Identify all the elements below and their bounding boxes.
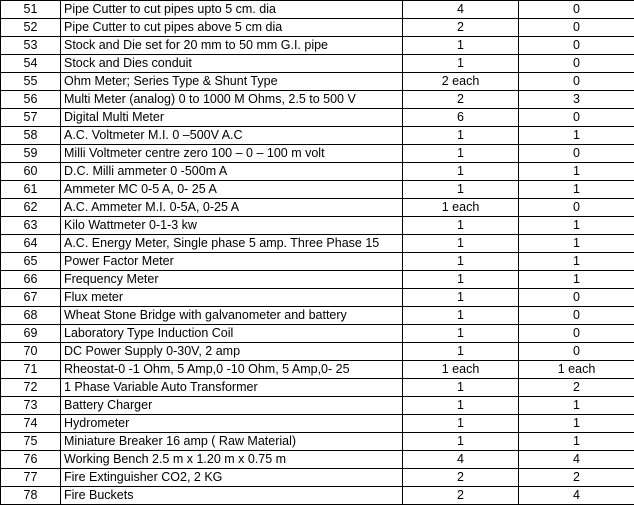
row-number-cell: 58 — [1, 127, 61, 145]
table-row — [1, 397, 634, 415]
table-row — [1, 55, 634, 73]
item-description-cell: Pipe Cutter to cut pipes above 5 cm dia — [61, 19, 403, 37]
table-row — [1, 37, 634, 55]
table-row — [1, 145, 634, 163]
quantity-available-cell: 3 — [519, 91, 634, 109]
table-row — [1, 307, 634, 325]
quantity-available-cell: 1 — [519, 253, 634, 271]
quantity-required-cell: 1 — [403, 325, 519, 343]
quantity-required-cell: 1 — [403, 217, 519, 235]
row-number-cell: 75 — [1, 433, 61, 451]
table-row — [1, 451, 634, 469]
item-description-cell: DC Power Supply 0-30V, 2 amp — [61, 343, 403, 361]
quantity-available-cell: 0 — [519, 307, 634, 325]
item-description-cell: A.C. Energy Meter, Single phase 5 amp. Three Phase 15 — [61, 235, 403, 253]
quantity-required-cell: 6 — [403, 109, 519, 127]
table-row — [1, 289, 634, 307]
quantity-available-cell: 0 — [519, 19, 634, 37]
row-number-cell: 78 — [1, 487, 61, 505]
item-description-cell: Battery Charger — [61, 397, 403, 415]
row-number-cell: 51 — [1, 1, 61, 19]
row-number-cell: 74 — [1, 415, 61, 433]
row-number-cell: 52 — [1, 19, 61, 37]
quantity-available-cell: 1 — [519, 235, 634, 253]
row-number-cell: 67 — [1, 289, 61, 307]
row-number-cell: 57 — [1, 109, 61, 127]
quantity-required-cell: 4 — [403, 1, 519, 19]
quantity-required-cell: 1 — [403, 145, 519, 163]
item-description-cell: Digital Multi Meter — [61, 109, 403, 127]
table-row — [1, 361, 634, 379]
quantity-available-cell: 1 — [519, 271, 634, 289]
row-number-cell: 66 — [1, 271, 61, 289]
item-description-cell: A.C. Ammeter M.I. 0-5A, 0-25 A — [61, 199, 403, 217]
quantity-available-cell: 0 — [519, 325, 634, 343]
item-description-cell: Flux meter — [61, 289, 403, 307]
quantity-available-cell: 2 — [519, 469, 634, 487]
row-number-cell: 72 — [1, 379, 61, 397]
quantity-available-cell: 1 — [519, 217, 634, 235]
item-description-cell: Stock and Die set for 20 mm to 50 mm G.I. pipe — [61, 37, 403, 55]
quantity-required-cell: 1 — [403, 397, 519, 415]
item-description-cell: Miniature Breaker 16 amp ( Raw Material) — [61, 433, 403, 451]
quantity-available-cell: 1 — [519, 397, 634, 415]
row-number-cell: 53 — [1, 37, 61, 55]
item-description-cell: Fire Buckets — [61, 487, 403, 505]
item-description-cell: Frequency Meter — [61, 271, 403, 289]
table-row — [1, 343, 634, 361]
quantity-required-cell: 1 — [403, 163, 519, 181]
table-row — [1, 433, 634, 451]
quantity-available-cell: 0 — [519, 37, 634, 55]
row-number-cell: 76 — [1, 451, 61, 469]
quantity-available-cell: 0 — [519, 109, 634, 127]
quantity-required-cell: 4 — [403, 451, 519, 469]
row-number-cell: 77 — [1, 469, 61, 487]
table-row — [1, 1, 634, 19]
table-row — [1, 325, 634, 343]
quantity-available-cell: 4 — [519, 451, 634, 469]
row-number-cell: 54 — [1, 55, 61, 73]
quantity-required-cell: 1 — [403, 433, 519, 451]
table-row — [1, 469, 634, 487]
item-description-cell: Rheostat-0 -1 Ohm, 5 Amp,0 -10 Ohm, 5 Amp,0- 25 — [61, 361, 403, 379]
quantity-required-cell: 1 — [403, 271, 519, 289]
table-row — [1, 235, 634, 253]
row-number-cell: 65 — [1, 253, 61, 271]
item-description-cell: Milli Voltmeter centre zero 100 – 0 – 100 m volt — [61, 145, 403, 163]
row-number-cell: 71 — [1, 361, 61, 379]
quantity-required-cell: 1 — [403, 253, 519, 271]
quantity-required-cell: 2 — [403, 19, 519, 37]
table-row — [1, 379, 634, 397]
quantity-available-cell: 1 — [519, 433, 634, 451]
quantity-available-cell: 1 — [519, 163, 634, 181]
item-description-cell: Stock and Dies conduit — [61, 55, 403, 73]
table-row — [1, 109, 634, 127]
quantity-required-cell: 1 — [403, 235, 519, 253]
item-description-cell: Wheat Stone Bridge with galvanometer and battery — [61, 307, 403, 325]
row-number-cell: 60 — [1, 163, 61, 181]
quantity-required-cell: 1 — [403, 181, 519, 199]
row-number-cell: 55 — [1, 73, 61, 91]
quantity-required-cell: 1 — [403, 343, 519, 361]
quantity-available-cell: 0 — [519, 1, 634, 19]
item-description-cell: Multi Meter (analog) 0 to 1000 M Ohms, 2.5 to 500 V — [61, 91, 403, 109]
row-number-cell: 61 — [1, 181, 61, 199]
item-description-cell: Power Factor Meter — [61, 253, 403, 271]
table-row — [1, 415, 634, 433]
row-number-cell: 62 — [1, 199, 61, 217]
quantity-required-cell: 1 — [403, 415, 519, 433]
item-description-cell: Ohm Meter; Series Type & Shunt Type — [61, 73, 403, 91]
table-row — [1, 253, 634, 271]
quantity-available-cell: 1 — [519, 181, 634, 199]
table-row — [1, 127, 634, 145]
row-number-cell: 73 — [1, 397, 61, 415]
item-description-cell: Pipe Cutter to cut pipes upto 5 cm. dia — [61, 1, 403, 19]
row-number-cell: 69 — [1, 325, 61, 343]
quantity-available-cell: 2 — [519, 379, 634, 397]
quantity-required-cell: 1 each — [403, 361, 519, 379]
item-description-cell: Ammeter MC 0-5 A, 0- 25 A — [61, 181, 403, 199]
row-number-cell: 59 — [1, 145, 61, 163]
quantity-required-cell: 1 — [403, 37, 519, 55]
quantity-available-cell: 4 — [519, 487, 634, 505]
table-row — [1, 271, 634, 289]
item-description-cell: Kilo Wattmeter 0-1-3 kw — [61, 217, 403, 235]
table-row — [1, 199, 634, 217]
item-description-cell: Working Bench 2.5 m x 1.20 m x 0.75 m — [61, 451, 403, 469]
row-number-cell: 63 — [1, 217, 61, 235]
table-row — [1, 163, 634, 181]
quantity-required-cell: 2 — [403, 469, 519, 487]
item-description-cell: D.C. Milli ammeter 0 -500m A — [61, 163, 403, 181]
quantity-required-cell: 1 — [403, 289, 519, 307]
quantity-required-cell: 2 — [403, 487, 519, 505]
item-description-cell: A.C. Voltmeter M.I. 0 –500V A.C — [61, 127, 403, 145]
quantity-required-cell: 2 — [403, 91, 519, 109]
quantity-available-cell: 1 — [519, 415, 634, 433]
quantity-required-cell: 1 — [403, 307, 519, 325]
row-number-cell: 70 — [1, 343, 61, 361]
quantity-required-cell: 1 — [403, 379, 519, 397]
quantity-available-cell: 0 — [519, 289, 634, 307]
quantity-available-cell: 0 — [519, 73, 634, 91]
item-description-cell: Fire Extinguisher CO2, 2 KG — [61, 469, 403, 487]
quantity-available-cell: 0 — [519, 343, 634, 361]
quantity-available-cell: 0 — [519, 145, 634, 163]
item-description-cell: Laboratory Type Induction Coil — [61, 325, 403, 343]
quantity-required-cell: 1 — [403, 127, 519, 145]
quantity-available-cell: 0 — [519, 55, 634, 73]
equipment-table-body — [1, 1, 634, 505]
table-row — [1, 217, 634, 235]
table-row — [1, 19, 634, 37]
item-description-cell: 1 Phase Variable Auto Transformer — [61, 379, 403, 397]
row-number-cell: 64 — [1, 235, 61, 253]
quantity-required-cell: 1 — [403, 55, 519, 73]
row-number-cell: 68 — [1, 307, 61, 325]
quantity-required-cell: 2 each — [403, 73, 519, 91]
row-number-cell: 56 — [1, 91, 61, 109]
table-row — [1, 91, 634, 109]
quantity-available-cell: 0 — [519, 199, 634, 217]
table-row — [1, 487, 634, 505]
item-description-cell: Hydrometer — [61, 415, 403, 433]
table-row — [1, 181, 634, 199]
quantity-required-cell: 1 each — [403, 199, 519, 217]
table-row — [1, 73, 634, 91]
quantity-available-cell: 1 — [519, 127, 634, 145]
quantity-available-cell: 1 each — [519, 361, 634, 379]
